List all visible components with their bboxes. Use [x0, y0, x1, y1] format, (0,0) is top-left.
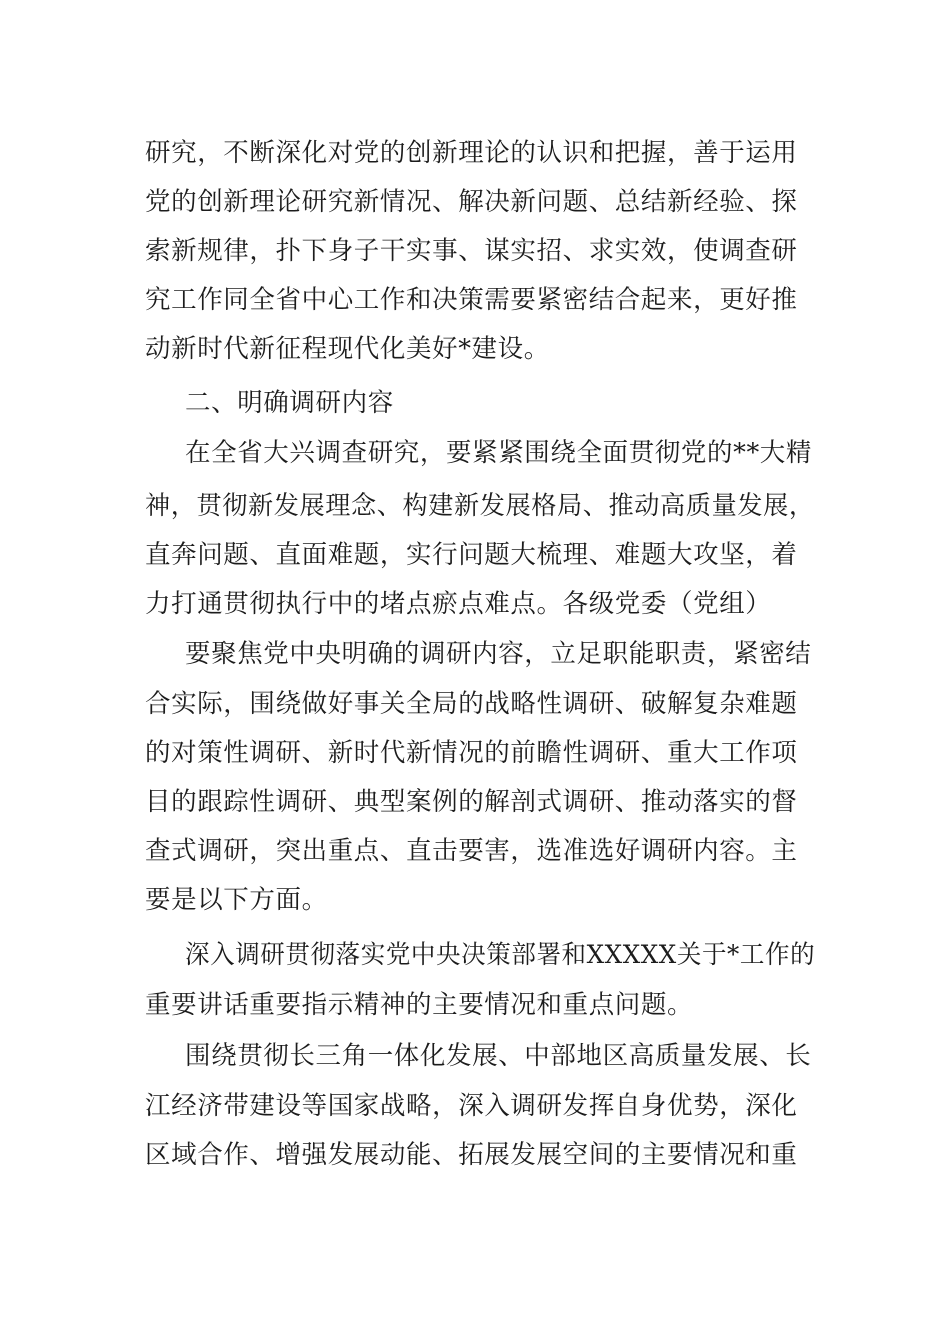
- text-line: 研究，不断深化对党的创新理论的认识和把握，善于运用: [145, 138, 798, 168]
- text-line: 力打通贯彻执行中的堵点瘀点难点。各级党委（党组）: [145, 589, 772, 619]
- text-line: 究工作同全省中心工作和决策需要紧密结合起来，更好推: [145, 285, 798, 315]
- paragraph-first-line: 深入调研贯彻落实党中央决策部署和XXXXX关于*工作的: [185, 940, 816, 970]
- text-line: 要是以下方面。: [145, 885, 328, 915]
- paragraph-first-line: 围绕贯彻长三角一体化发展、中部地区高质量发展、长: [185, 1041, 812, 1071]
- text-line: 重要讲话重要指示精神的主要情况和重点问题。: [145, 990, 694, 1020]
- text-line: 神，贯彻新发展理念、构建新发展格局、推动高质量发展，: [145, 491, 815, 521]
- text-line: 区域合作、增强发展动能、拓展发展空间的主要情况和重: [145, 1140, 798, 1170]
- text-line: 江经济带建设等国家战略，深入调研发挥自身优势，深化: [145, 1091, 798, 1121]
- text-line: 合实际，围绕做好事关全局的战略性调研、破解复杂难题: [145, 689, 798, 719]
- paragraph-first-line: 要聚焦党中央明确的调研内容，立足职能职责，紧密结: [185, 639, 812, 669]
- text-line: 的对策性调研、新时代新情况的前瞻性调研、重大工作项: [145, 738, 798, 768]
- paragraph-first-line: 在全省大兴调查研究，要紧紧围绕全面贯彻党的**大精: [185, 438, 813, 468]
- section-heading: 二、明确调研内容: [185, 388, 394, 418]
- text-line: 党的创新理论研究新情况、解决新问题、总结新经验、探: [145, 187, 798, 217]
- text-line: 查式调研，突出重点、直击要害，选准选好调研内容。主: [145, 836, 798, 866]
- text-line: 目的跟踪性调研、典型案例的解剖式调研、推动落实的督: [145, 787, 798, 817]
- text-line: 动新时代新征程现代化美好*建设。: [145, 334, 550, 364]
- text-line: 索新规律，扑下身子干实事、谋实招、求实效，使调查研: [145, 236, 798, 266]
- text-line: 直奔问题、直面难题，实行问题大梳理、难题大攻坚，着: [145, 540, 798, 570]
